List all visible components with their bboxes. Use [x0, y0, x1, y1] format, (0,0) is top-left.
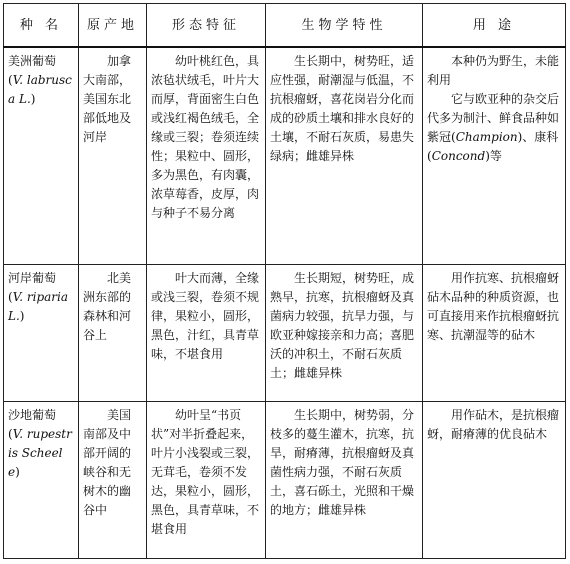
- paren-close: ): [30, 92, 36, 106]
- usage-paragraph-2: [427, 90, 561, 166]
- biology-cell: 生长期中，树势旺，适应性强，耐潮湿与低温，不抗根瘤蚜，喜花岗岩分化而成的砂质土壤和排水良好的土壤，不耐石灰质，易患失绿病；雌雄异株: [266, 47, 423, 265]
- origin-cell: 北美洲东部的森林和河谷上: [79, 265, 147, 402]
- species-name-sci: V. riparia L.: [8, 290, 69, 323]
- biology-cell: 生长期中，树势弱，分枝多的蔓生灌木，抗寒，抗旱，耐瘠薄，抗根瘤蚜及真菌性病力强，不耐石灰质土，喜石砾土，光照和干燥的地方；雌雄异株: [266, 402, 423, 559]
- table-row: [4, 402, 566, 559]
- usage-text: )等: [485, 149, 502, 163]
- morphology-cell: 叶大而薄，全缘或浅三裂，卷须不规律，果粒小，圆形，黑色，汁红，具青草味，不堪食用: [147, 265, 266, 402]
- header-morphology: 形态特征: [147, 4, 266, 48]
- variety-name: Champion: [455, 130, 518, 144]
- header-usage: 用 途: [423, 4, 566, 48]
- species-name-cn: 沙地葡萄: [8, 408, 57, 422]
- species-name-sci: V. labrusca L.: [8, 73, 72, 106]
- header-origin: 原产地: [79, 4, 147, 48]
- variety-name: Concond: [431, 149, 486, 163]
- paren-open: (: [8, 290, 13, 304]
- origin-cell: 加拿大南部，美国东北部低地及河岸: [79, 47, 147, 265]
- species-name-cell: [4, 265, 79, 402]
- header-species-name: 种 名: [4, 4, 79, 48]
- species-name-sci: V. rupestris Scheele: [8, 427, 72, 479]
- grape-species-table: [3, 3, 566, 559]
- morphology-cell: 幼叶呈“书页状”对半折叠起来，叶片小浅裂或三裂，无茸毛，卷须不发达，果粒小，圆形，黑色，具青草味，不堪食用: [147, 402, 266, 559]
- usage-cell: 用作抗寒、抗根瘤蚜砧木品种的种质资源，也可直接用来作抗根瘤蚜抗寒、抗潮湿等的砧木: [423, 265, 566, 402]
- paren-open: (: [8, 73, 13, 87]
- morphology-cell: 幼叶桃红色，具浓毡状绒毛，叶片大而厚，背面密生白色或浅红褐色绒毛，全缘或三裂；卷须连续性；果粒中、圆形，多为黑色，有肉囊，浓草莓香，皮厚，肉与种子不易分离: [147, 47, 266, 265]
- species-name-cell: [4, 47, 79, 265]
- usage-text: 它与欧亚种的杂交后代多为制汁、鲜食品种如紫冠(: [427, 92, 560, 144]
- paren-close: ): [19, 309, 25, 323]
- table-row: [4, 47, 566, 265]
- usage-text: )、康科(: [427, 130, 559, 163]
- table-row: [4, 265, 566, 402]
- paren-open: (: [8, 427, 13, 441]
- usage-cell: 用作砧木，是抗根瘤蚜，耐瘠薄的优良砧木: [423, 402, 566, 559]
- species-name-cn: 河岸葡萄: [8, 271, 57, 285]
- species-name-cell: [4, 402, 79, 559]
- table-header-row: [4, 4, 566, 48]
- paren-close: ): [15, 465, 20, 479]
- usage-cell: [423, 47, 566, 265]
- biology-cell: 生长期短，树势旺，成熟早，抗寒，抗根瘤蚜及真菌病力较强，抗旱力强，与欧亚种嫁接亲和力高；喜肥沃的冲积土，不耐石灰质土；雌雄异株: [266, 265, 423, 402]
- origin-cell: 美国南部及中部开阔的峡谷和无树木的幽谷中: [79, 402, 147, 559]
- species-name-cn: 美洲葡萄: [8, 54, 57, 68]
- usage-paragraph-1: 本种仍为野生，未能利用: [427, 54, 560, 87]
- header-biology: 生物学特性: [266, 4, 423, 48]
